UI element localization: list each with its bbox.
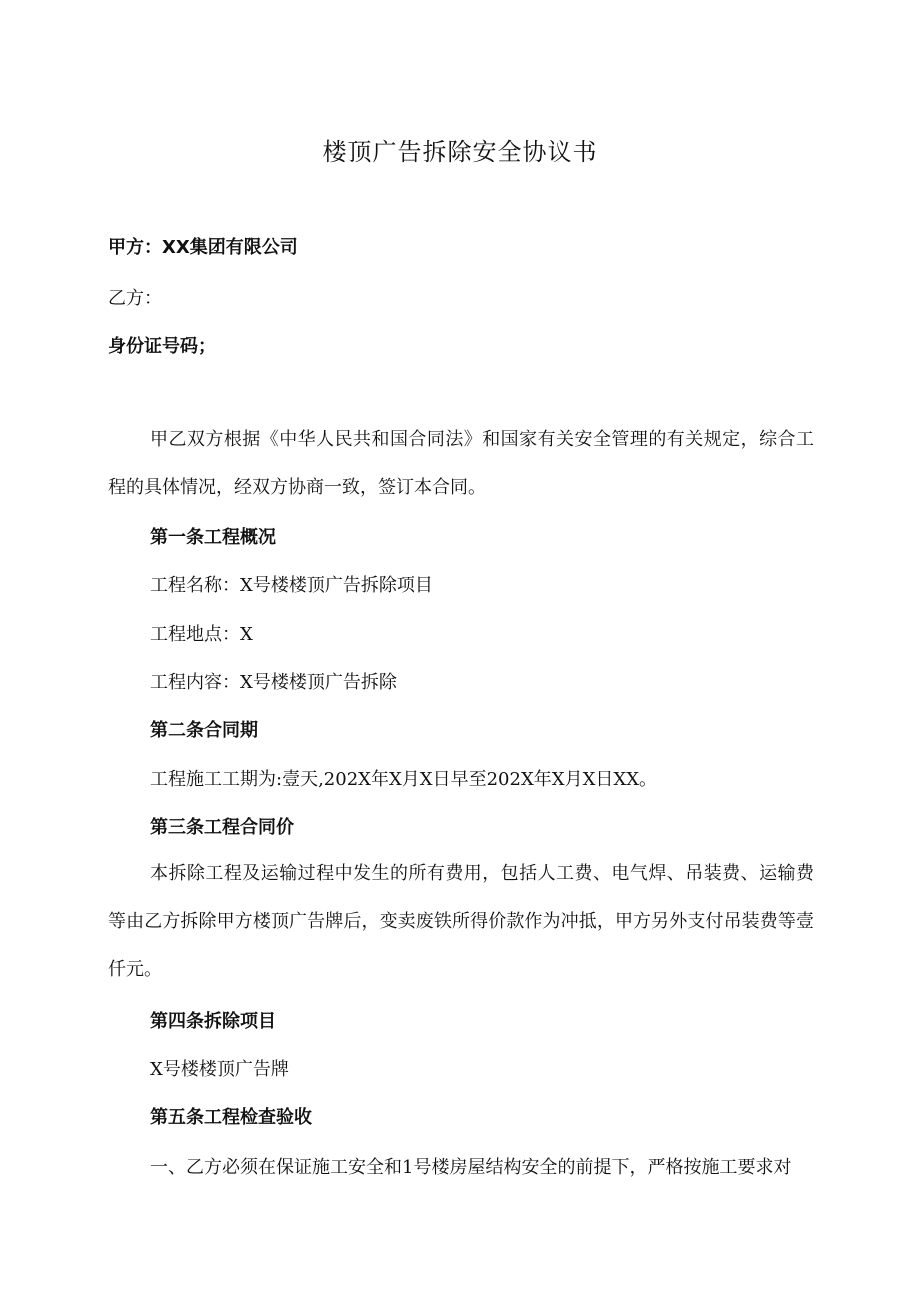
document-title: 楼顶广告拆除安全协议书 [322, 138, 598, 166]
construction-period: 工程施工工期为:壹天,202X年X月X日早至202X年X月X日XX。 [150, 769, 658, 790]
project-location: 工程地点：X [150, 624, 253, 645]
article-3-heading: 第三条工程合同价 [150, 817, 294, 838]
project-name: 工程名称：X号楼楼顶广告拆除项目 [150, 575, 433, 596]
party-b: 乙方： [108, 288, 162, 309]
inspection-clause-1: 一、乙方必须在保证施工安全和1号楼房屋结构安全的前提下，严格按施工要求对 [150, 1157, 792, 1178]
demolition-item: X号楼楼顶广告牌 [150, 1059, 289, 1080]
id-number-label: 身份证号码； [108, 336, 216, 357]
article-5-heading: 第五条工程检查验收 [150, 1107, 312, 1128]
intro-paragraph: 甲乙双方根据《中华人民共和国合同法》和国家有关安全管理的有关规定，综合工程的具体情况，经双方协商一致，签订本合同。 [108, 429, 814, 498]
party-a: 甲方：XX集团有限公司 [108, 237, 298, 258]
project-content: 工程内容：X号楼楼顶广告拆除 [150, 672, 397, 693]
article-1-heading: 第一条工程概况 [150, 527, 276, 548]
article-2-heading: 第二条合同期 [150, 720, 258, 741]
article-4-heading: 第四条拆除项目 [150, 1011, 276, 1032]
contract-price-paragraph: 本拆除工程及运输过程中发生的所有费用，包括人工费、电气焊、吊装费、运输费等由乙方拆除甲方楼顶广告牌后，变卖废铁所得价款作为冲抵，甲方另外支付吊装费等壹仟元。 [108, 863, 814, 980]
